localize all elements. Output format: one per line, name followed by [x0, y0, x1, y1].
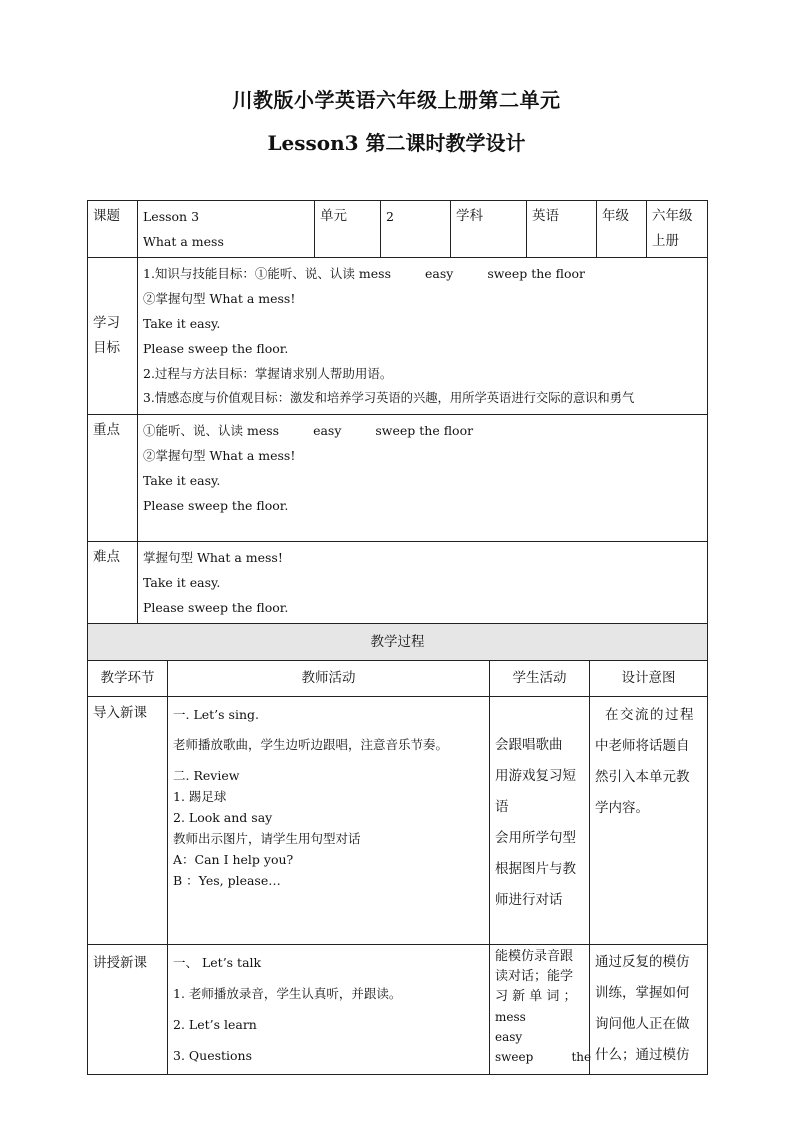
- process-columns-row: [88, 661, 708, 697]
- key-points-word-sweep: sweep the floor: [375, 423, 474, 438]
- key-points-row: [88, 415, 708, 542]
- key-points-line3: Take it easy.: [143, 473, 221, 488]
- info-row: [88, 201, 708, 258]
- objectives-line4: Please sweep the floor.: [143, 341, 289, 356]
- intro-student-line: 根据图片与教: [495, 861, 576, 877]
- intro-teacher-line: 1. 踢足球: [173, 789, 227, 804]
- intro-teacher-line: A：Can I help you?: [173, 852, 294, 867]
- col-teacher: 教师活动: [168, 661, 490, 697]
- difficulties-content: [138, 542, 708, 624]
- difficulties-line2: Take it easy.: [143, 575, 221, 590]
- unit-value: 2: [381, 201, 451, 258]
- process-table: [87, 623, 708, 1075]
- objectives-line6: 3.情感态度与价值观目标：激发和培养学习英语的兴趣，用所学英语进行交际的意识和勇气: [143, 391, 635, 405]
- grade-value-line2: 上册: [652, 233, 679, 249]
- objectives-label-line1: 学习: [93, 315, 120, 331]
- document-subtitle: Lesson3 第二课时教学设计: [267, 131, 526, 155]
- new-lesson-student-line: sweep the: [495, 1050, 592, 1064]
- intro-teacher-line: 老师播放歌曲，学生边听边跟唱，注意音乐节奏。: [173, 737, 449, 752]
- intro-teacher-line: 2. Look and say: [173, 810, 273, 825]
- key-points-word-easy: easy: [313, 423, 342, 438]
- new-lesson-teacher-line: 2. Let’s learn: [173, 1017, 257, 1032]
- topic-value-line2: What a mess: [143, 234, 224, 249]
- objectives-content: [138, 258, 708, 415]
- new-lesson-teacher: [168, 945, 490, 1075]
- process-header: 教学过程: [88, 624, 708, 661]
- new-lesson-student-line: easy: [495, 1030, 523, 1044]
- new-lesson-row: [88, 945, 708, 1075]
- objectives-line1-prefix: 1.知识与技能目标：①能听、说、认读 mess: [143, 266, 391, 281]
- intro-design-line: 然引入本单元教: [595, 769, 690, 785]
- col-design: 设计意图: [590, 661, 708, 697]
- intro-student-line: 会用所学句型: [495, 830, 576, 846]
- intro-student: [490, 697, 590, 945]
- intro-teacher-line: 教师出示图片，请学生用句型对话: [173, 831, 361, 846]
- intro-teacher-line: 一. Let’s sing.: [173, 707, 259, 722]
- objectives-label-line2: 目标: [93, 340, 120, 356]
- intro-student-line: 会跟唱歌曲: [495, 737, 563, 753]
- objectives-label: [88, 258, 138, 415]
- difficulties-label: 难点: [88, 542, 138, 624]
- info-table: [87, 200, 708, 258]
- col-student: 学生活动: [490, 661, 590, 697]
- new-lesson-design-line: 训练，掌握如何: [595, 985, 690, 1001]
- new-lesson-design-line: 通过反复的模仿: [595, 954, 690, 970]
- intro-stage: 导入新课: [88, 697, 168, 945]
- difficulties-row: [88, 542, 708, 624]
- key-points-content: [138, 415, 708, 542]
- new-lesson-student-line: 读对话；能学: [495, 969, 574, 984]
- intro-row: [88, 697, 708, 945]
- difficulties-line1: 掌握句型 What a mess!: [143, 550, 283, 565]
- new-lesson-design: [590, 945, 708, 1075]
- lesson-plan-table-wrapper: [87, 200, 707, 1075]
- intro-student-line: 师进行对话: [495, 892, 563, 908]
- key-points-line1: [143, 418, 702, 443]
- intro-teacher-line: 二. Review: [173, 768, 240, 783]
- new-lesson-teacher-line: 一、 Let’s talk: [173, 955, 262, 970]
- objectives-line5: 2.过程与方法目标：掌握请求别人帮助用语。: [143, 366, 393, 381]
- document-title: 川教版小学英语六年级上册第二单元: [232, 88, 561, 112]
- key-points-line2: ②掌握句型 What a mess!: [143, 448, 296, 463]
- key-points-label: 重点: [88, 415, 138, 542]
- objectives-line1: [143, 261, 702, 286]
- intro-design-line: 在交流的过程: [605, 707, 695, 723]
- new-lesson-design-line: 什么；通过模仿: [595, 1047, 690, 1063]
- intro-teacher: [168, 697, 490, 945]
- process-header-row: [88, 624, 708, 661]
- intro-design: [590, 697, 708, 945]
- objectives-line2: ②掌握句型 What a mess!: [143, 291, 296, 306]
- grade-value: [647, 201, 708, 258]
- new-lesson-student-line: mess: [495, 1010, 526, 1024]
- new-lesson-student: [490, 945, 590, 1075]
- goals-table: [87, 257, 708, 624]
- new-lesson-teacher-line: 3. Questions: [173, 1048, 253, 1063]
- intro-student-line: 用游戏复习短: [495, 768, 576, 784]
- new-lesson-teacher-line: 1. 老师播放录音，学生认真听，并跟读。: [173, 986, 402, 1001]
- new-lesson-student-line: 习 新 单 词 ；: [495, 989, 577, 1004]
- topic-label: 课题: [88, 201, 138, 258]
- key-points-line4: Please sweep the floor.: [143, 498, 289, 513]
- objectives-word-sweep: sweep the floor: [487, 266, 586, 281]
- topic-value-line1: Lesson 3: [143, 209, 200, 224]
- new-lesson-stage: 讲授新课: [88, 945, 168, 1075]
- difficulties-line3: Please sweep the floor.: [143, 600, 289, 615]
- key-points-line1-prefix: ①能听、说、认读 mess: [143, 423, 280, 438]
- new-lesson-student-line: 能模仿录音跟: [495, 949, 574, 964]
- unit-label: 单元: [315, 201, 381, 258]
- objectives-line3: Take it easy.: [143, 316, 221, 331]
- intro-student-line: 语: [495, 799, 509, 815]
- topic-value: [138, 201, 315, 258]
- new-lesson-design-line: 询问他人正在做: [595, 1016, 690, 1032]
- grade-value-line1: 六年级: [652, 208, 693, 224]
- col-stage: 教学环节: [88, 661, 168, 697]
- intro-design-line: 学内容。: [595, 800, 649, 816]
- grade-label: 年级: [597, 201, 647, 258]
- intro-teacher-line: B ：Yes, please…: [173, 873, 281, 888]
- subject-label: 学科: [451, 201, 527, 258]
- intro-design-line: 中老师将话题自: [595, 738, 690, 754]
- objectives-row: [88, 258, 708, 415]
- objectives-word-easy: easy: [424, 266, 454, 281]
- subject-value: 英语: [527, 201, 597, 258]
